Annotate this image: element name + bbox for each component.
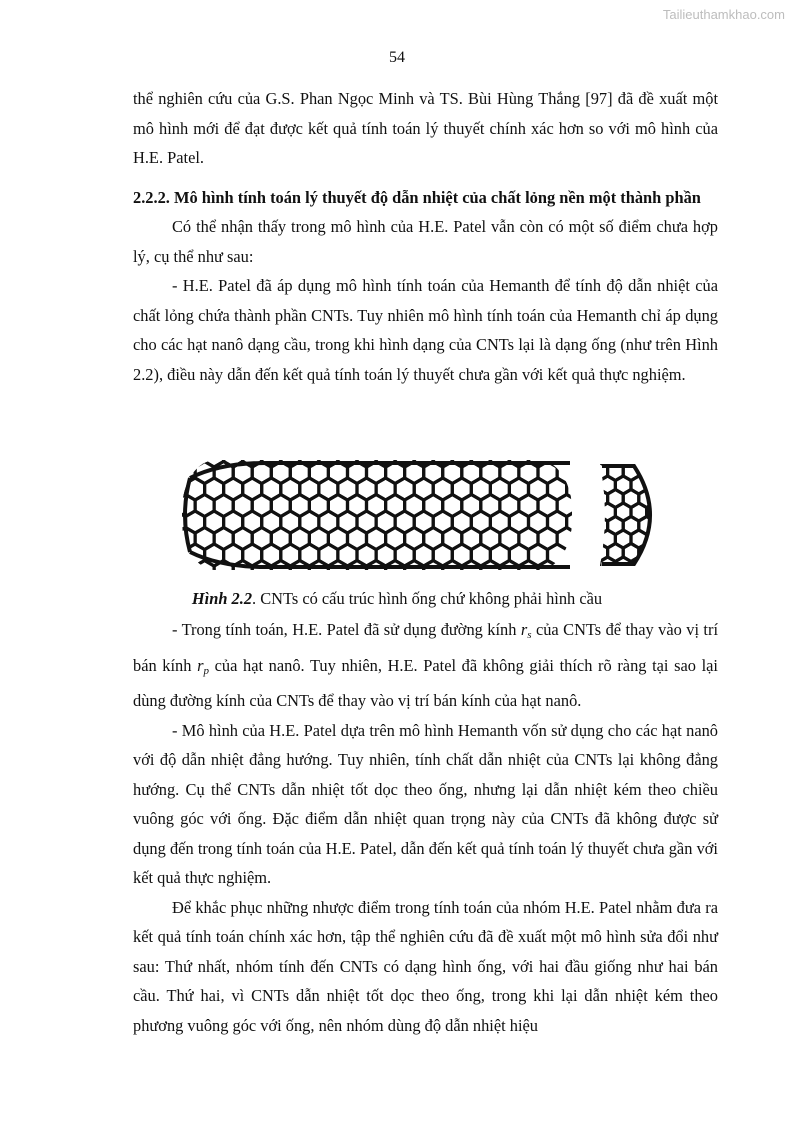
lattice-hexagon bbox=[647, 557, 663, 574]
variable-r-p: r bbox=[197, 655, 204, 675]
paragraph-anisotropy: - Mô hình của H.E. Patel dựa trên mô hình Hemanth vốn sử dụng cho các hạt nanô với độ dẫn nhiệt đẳng hướng. Tuy nhiên, tính chất dẫn nhiệt của CNTs lại không đẳng hướng. Cụ thể CNTs dẫn nhiệt tốt dọc theo ống, nhưng lại dẫn nhiệt kém theo chiều vuông góc với ống. Đặc điểm dẫn nhiệt quan trọng này của CNTs đã không được sử dụng đến trong tính toán của H.E. Patel, dẫn đến kết quả tính toán lý thuyết chưa gần với kết quả thực nghiệm. bbox=[133, 720, 718, 887]
paragraph-radius bbox=[133, 615, 718, 716]
lattice-hexagon bbox=[662, 476, 668, 494]
lattice-hexagon bbox=[647, 476, 663, 494]
lattice-hexagon bbox=[654, 463, 668, 481]
lattice-hexagon bbox=[182, 544, 186, 566]
lattice-hexagon bbox=[584, 476, 600, 494]
paragraph-intro: thể nghiên cứu của G.S. Phan Ngọc Minh và TS. Bùi Hùng Thắng [97] đã đề xuất một mô hình mới để đạt được kết quả tính toán lý thuyết chính xác hơn so với mô hình của H.E. Patel. bbox=[133, 89, 718, 167]
lattice-hexagon bbox=[584, 456, 600, 467]
radius-text-2: của CNTs để thay vào vị trí bán kính bbox=[133, 620, 719, 675]
lower-text-block bbox=[133, 615, 718, 1040]
subscript-s: s bbox=[527, 629, 532, 641]
carbon-nanotube-illustration bbox=[182, 456, 668, 574]
figure-caption bbox=[0, 587, 794, 611]
paragraph-proposal: Để khắc phục những nhược điểm trong tính toán của nhóm H.E. Patel nhằm đưa ra kết quả tính toán chính xác hơn, tập thể nghiên cứu đã đề xuất một mô hình sửa đổi như sau: Thứ nhất, nhóm tính đến CNTs có dạng hình ống, với hai đầu giống như hai bán cầu. Thứ hai, vì CNTs dẫn nhiệt tốt dọc theo ống, trong khi lại dẫn nhiệt kém theo phương vuông góc với ống, nên nhóm dùng độ dẫn nhiệt hiệu bbox=[133, 897, 718, 1035]
cnt-figure bbox=[182, 456, 668, 574]
variable-r-s: r bbox=[520, 620, 528, 639]
lattice-hexagon bbox=[584, 557, 600, 574]
watermark: Tailieuthamkhao.com bbox=[662, 7, 785, 22]
lattice-hexagon bbox=[584, 530, 600, 548]
lattice-hexagon bbox=[186, 456, 205, 467]
figure-caption-text: . CNTs có cấu trúc hình ống chứ không phải hình cầu bbox=[252, 589, 603, 608]
lattice-hexagon bbox=[654, 490, 668, 508]
lattice-hexagon bbox=[182, 561, 195, 575]
paragraph-hemanth-model: - H.E. Patel đã áp dụng mô hình tính toán của Hemanth để tính độ dẫn nhiệt của chất lỏng chứa thành phần CNTs. Tuy nhiên mô hình tính toán của Hemanth chỉ áp dụng cho các hạt nanô dạng cầu, trong khi hình dạng của CNTs lại là dạng ống (như trên Hình 2.2), điều này dẫn đến kết quả tính toán lý thuyết chưa gần với kết quả thực nghiệm. bbox=[133, 276, 718, 384]
lattice-hexagon bbox=[647, 456, 663, 467]
tube-outline-bottom bbox=[190, 552, 570, 567]
lattice-hexagon bbox=[662, 503, 668, 521]
paragraph-observation: Có thể nhận thấy trong mô hình của H.E. Patel vẫn còn có một số điểm chưa hợp lý, cụ thể như sau: bbox=[133, 217, 718, 266]
lattice-hexagon bbox=[567, 544, 586, 566]
lattice-hexagon bbox=[662, 557, 668, 574]
lattice-hexagon bbox=[654, 544, 668, 562]
lattice-hexagon bbox=[662, 456, 668, 467]
radius-text-1: - Trong tính toán, H.E. Patel đã sử dụng đường kính bbox=[172, 620, 521, 639]
nanotube-end-cap bbox=[584, 456, 668, 574]
lattice-hexagon bbox=[195, 561, 214, 575]
subscript-p: p bbox=[203, 664, 209, 677]
radius-text-3: của hạt nanô. Tuy nhiên, H.E. Patel đã không giải thích rõ ràng tại sao lại dùng đường kính của CNTs để thay vào vị trí bán kính của hạt nanô. bbox=[133, 655, 718, 710]
lattice-hexagon bbox=[584, 503, 600, 521]
lattice-hexagon bbox=[654, 517, 668, 535]
nanotube-body bbox=[182, 456, 586, 574]
upper-text-block bbox=[133, 84, 718, 389]
lattice-hexagon bbox=[662, 530, 668, 548]
figure-label: Hình 2.2 bbox=[191, 589, 253, 608]
page-number: 54 bbox=[389, 49, 405, 66]
lattice-hexagon bbox=[182, 456, 186, 467]
section-heading: 2.2.2. Mô hình tính toán lý thuyết độ dẫn nhiệt của chất lỏng nền một thành phần bbox=[133, 187, 701, 207]
